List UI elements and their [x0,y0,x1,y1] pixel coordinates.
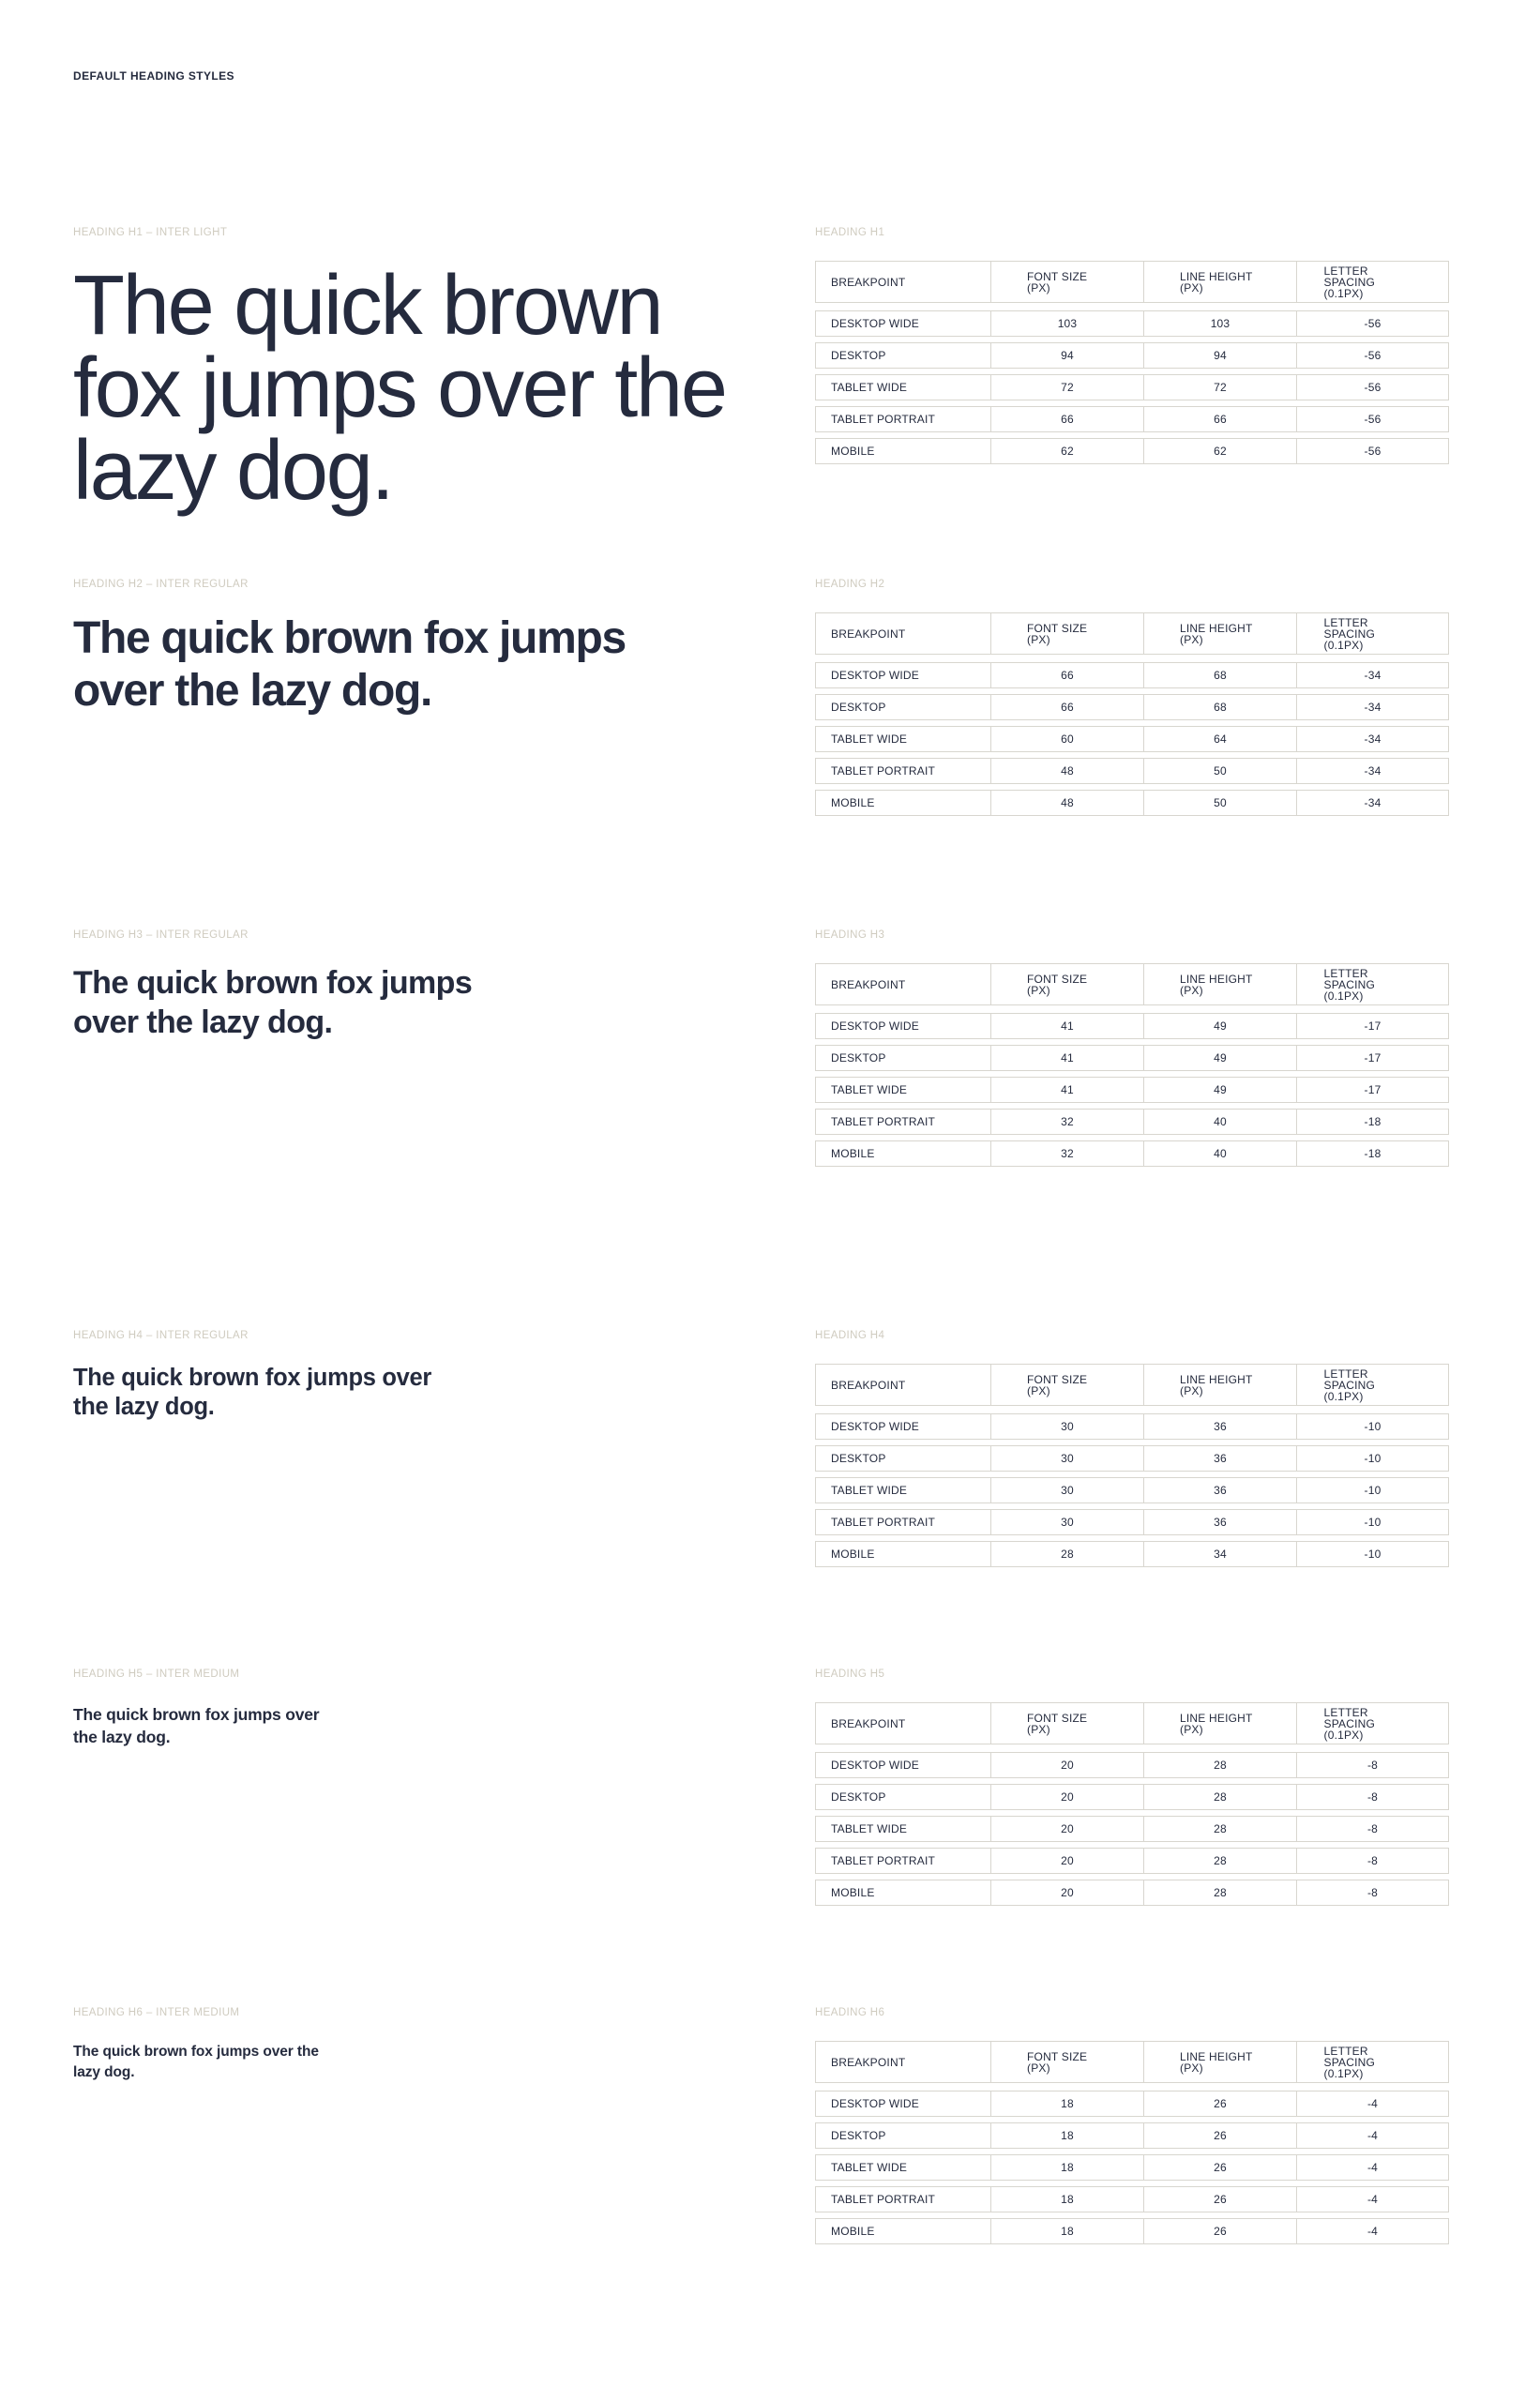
cell-line-height: 50 [1144,790,1297,816]
header-letter-spacing-text [1324,968,1422,1002]
cell-breakpoint: DESKTOP [815,342,991,369]
header-line-height [1144,2041,1297,2083]
header-line-height [1144,261,1297,303]
cell-line-height: 36 [1144,1413,1297,1440]
cell-breakpoint: MOBILE [815,1140,991,1167]
header-line-height-line2: (PX) [1180,1722,1203,1736]
cell-font-size: 94 [991,342,1144,369]
cell-breakpoint: TABLET WIDE [815,2154,991,2181]
table-row [815,2091,1449,2117]
cell-line-height: 50 [1144,758,1297,784]
header-letter-spacing-line2: (0.1PX) [1323,989,1364,1003]
header-font-size [991,261,1144,303]
cell-font-size: 18 [991,2218,1144,2244]
heading-sample-h6: The quick brown fox jumps over the lazy dog. [73,2044,319,2080]
header-letter-spacing-line2: (0.1PX) [1323,286,1364,300]
cell-breakpoint: MOBILE [815,790,991,816]
cell-breakpoint: TABLET PORTRAIT [815,758,991,784]
cell-font-size: 66 [991,662,1144,688]
header-breakpoint: BREAKPOINT [815,1364,991,1406]
cell-line-height: 28 [1144,1752,1297,1778]
cell-breakpoint: TABLET WIDE [815,1077,991,1103]
cell-breakpoint: DESKTOP WIDE [815,2091,991,2117]
table-row [815,1140,1449,1167]
cell-line-height: 28 [1144,1784,1297,1810]
table-label: HEADING H3 [815,929,885,941]
header-letter-spacing [1297,963,1449,1005]
cell-line-height: 28 [1144,1816,1297,1842]
header-line-height [1144,963,1297,1005]
heading-sample-h4: The quick brown fox jumps over the lazy dog. [73,1365,432,1420]
header-line-height-line1: LINE HEIGHT [1180,1372,1253,1386]
table-row [815,406,1449,432]
header-letter-spacing-text [1324,617,1422,651]
cell-line-height: 40 [1144,1140,1297,1167]
heading-sample-h1: The quick brown fox jumps over the lazy dog. [73,259,726,518]
table-header-row [815,261,1449,303]
cell-font-size: 20 [991,1784,1144,1810]
header-letter-spacing-text [1324,1368,1422,1402]
cell-line-height: 68 [1144,694,1297,720]
cell-line-height: 26 [1144,2122,1297,2149]
cell-breakpoint: DESKTOP [815,2122,991,2149]
cell-font-size: 32 [991,1109,1144,1135]
cell-breakpoint: MOBILE [815,438,991,464]
cell-line-height: 28 [1144,1848,1297,1874]
cell-line-height: 26 [1144,2186,1297,2212]
header-letter-spacing [1297,612,1449,655]
cell-letter-spacing: -34 [1297,758,1449,784]
cell-letter-spacing: -17 [1297,1013,1449,1039]
cell-letter-spacing: -4 [1297,2154,1449,2181]
cell-letter-spacing: -4 [1297,2218,1449,2244]
cell-breakpoint: TABLET WIDE [815,1477,991,1503]
cell-letter-spacing: -56 [1297,406,1449,432]
cell-font-size: 66 [991,406,1144,432]
cell-breakpoint: DESKTOP WIDE [815,1413,991,1440]
header-font-size-text [1027,2051,1108,2074]
header-font-size [991,1364,1144,1406]
cell-font-size: 32 [991,1140,1144,1167]
header-letter-spacing-line1: LETTER SPACING [1323,615,1376,641]
header-line-height-text [1180,271,1261,294]
heading-label: HEADING H3 – INTER REGULAR [73,929,249,941]
cell-breakpoint: TABLET PORTRAIT [815,1109,991,1135]
cell-letter-spacing: -56 [1297,342,1449,369]
header-letter-spacing-line2: (0.1PX) [1323,1389,1364,1403]
header-font-size-text [1027,1713,1108,1735]
header-font-size-line1: FONT SIZE [1027,2049,1088,2063]
cell-line-height: 72 [1144,374,1297,400]
cell-letter-spacing: -8 [1297,1784,1449,1810]
cell-letter-spacing: -10 [1297,1477,1449,1503]
cell-line-height: 49 [1144,1013,1297,1039]
cell-letter-spacing: -56 [1297,438,1449,464]
table-row [815,1477,1449,1503]
cell-line-height: 26 [1144,2218,1297,2244]
table-row [815,758,1449,784]
cell-letter-spacing: -17 [1297,1045,1449,1071]
cell-line-height: 66 [1144,406,1297,432]
header-breakpoint: BREAKPOINT [815,2041,991,2083]
cell-font-size: 41 [991,1045,1144,1071]
cell-line-height: 28 [1144,1880,1297,1906]
header-line-height [1144,1364,1297,1406]
table-row [815,1541,1449,1567]
cell-font-size: 72 [991,374,1144,400]
table-row [815,726,1449,752]
spec-table [815,963,1449,1172]
cell-letter-spacing: -56 [1297,374,1449,400]
header-line-height-line2: (PX) [1180,983,1203,997]
cell-font-size: 20 [991,1848,1144,1874]
header-letter-spacing-text [1324,2046,1422,2079]
cell-letter-spacing: -18 [1297,1140,1449,1167]
cell-breakpoint: TABLET WIDE [815,726,991,752]
table-row [815,1445,1449,1472]
header-letter-spacing-text [1324,265,1422,299]
cell-line-height: 49 [1144,1077,1297,1103]
cell-letter-spacing: -4 [1297,2091,1449,2117]
cell-line-height: 36 [1144,1477,1297,1503]
header-font-size-text [1027,271,1108,294]
cell-breakpoint: DESKTOP WIDE [815,1752,991,1778]
cell-font-size: 20 [991,1816,1144,1842]
cell-font-size: 18 [991,2091,1144,2117]
header-font-size-text [1027,623,1108,645]
cell-letter-spacing: -34 [1297,790,1449,816]
heading-label: HEADING H2 – INTER REGULAR [73,579,249,590]
table-header-row [815,1702,1449,1744]
table-row [815,1784,1449,1810]
spec-table [815,1364,1449,1573]
header-line-height-line1: LINE HEIGHT [1180,621,1253,635]
header-breakpoint: BREAKPOINT [815,261,991,303]
spec-table [815,612,1449,822]
cell-letter-spacing: -10 [1297,1445,1449,1472]
header-font-size-text [1027,1374,1108,1397]
header-breakpoint: BREAKPOINT [815,963,991,1005]
cell-letter-spacing: -17 [1297,1077,1449,1103]
cell-breakpoint: TABLET PORTRAIT [815,1509,991,1535]
header-line-height-line2: (PX) [1180,632,1203,646]
header-font-size-line2: (PX) [1027,983,1050,997]
table-row [815,694,1449,720]
cell-line-height: 26 [1144,2154,1297,2181]
cell-line-height: 36 [1144,1445,1297,1472]
header-letter-spacing-line1: LETTER SPACING [1323,264,1376,289]
cell-line-height: 103 [1144,310,1297,337]
header-font-size-line2: (PX) [1027,1722,1050,1736]
table-row [815,1509,1449,1535]
cell-line-height: 36 [1144,1509,1297,1535]
table-label: HEADING H1 [815,227,885,238]
cell-font-size: 18 [991,2154,1144,2181]
header-line-height-text [1180,974,1261,996]
header-letter-spacing [1297,1702,1449,1744]
table-row [815,374,1449,400]
header-breakpoint: BREAKPOINT [815,612,991,655]
cell-breakpoint: TABLET WIDE [815,374,991,400]
cell-line-height: 26 [1144,2091,1297,2117]
table-row [815,310,1449,337]
table-header-row [815,1364,1449,1406]
cell-font-size: 30 [991,1509,1144,1535]
header-font-size-line2: (PX) [1027,280,1050,294]
heading-sample-h5: The quick brown fox jumps over the lazy dog. [73,1705,320,1746]
cell-line-height: 49 [1144,1045,1297,1071]
cell-line-height: 68 [1144,662,1297,688]
heading-label: HEADING H6 – INTER MEDIUM [73,2007,240,2018]
table-row [815,1013,1449,1039]
cell-breakpoint: MOBILE [815,1541,991,1567]
cell-letter-spacing: -56 [1297,310,1449,337]
header-letter-spacing [1297,261,1449,303]
table-label: HEADING H2 [815,579,885,590]
table-header-row [815,612,1449,655]
cell-breakpoint: MOBILE [815,1880,991,1906]
cell-breakpoint: DESKTOP WIDE [815,310,991,337]
header-letter-spacing-line2: (0.1PX) [1323,638,1364,652]
header-breakpoint: BREAKPOINT [815,1702,991,1744]
heading-sample-h3: The quick brown fox jumps over the lazy dog. [73,965,473,1040]
cell-font-size: 41 [991,1077,1144,1103]
table-row [815,1045,1449,1071]
header-letter-spacing-line2: (0.1PX) [1323,2066,1364,2080]
cell-font-size: 48 [991,758,1144,784]
cell-font-size: 66 [991,694,1144,720]
header-letter-spacing-line1: LETTER SPACING [1323,1705,1376,1730]
header-font-size-line1: FONT SIZE [1027,972,1088,986]
header-line-height-text [1180,2051,1261,2074]
spec-table [815,2041,1449,2250]
header-font-size-line1: FONT SIZE [1027,621,1088,635]
header-line-height-line1: LINE HEIGHT [1180,269,1253,283]
cell-font-size: 30 [991,1477,1144,1503]
cell-letter-spacing: -10 [1297,1413,1449,1440]
header-letter-spacing [1297,1364,1449,1406]
header-letter-spacing [1297,2041,1449,2083]
cell-letter-spacing: -10 [1297,1541,1449,1567]
cell-line-height: 94 [1144,342,1297,369]
cell-font-size: 48 [991,790,1144,816]
heading-sample-h2: The quick brown fox jumps over the lazy dog. [73,613,626,716]
header-letter-spacing-text [1324,1707,1422,1741]
table-row [815,2218,1449,2244]
spec-table [815,1702,1449,1911]
cell-breakpoint: DESKTOP [815,694,991,720]
header-line-height-line1: LINE HEIGHT [1180,2049,1253,2063]
cell-line-height: 40 [1144,1109,1297,1135]
cell-letter-spacing: -8 [1297,1848,1449,1874]
table-row [815,1413,1449,1440]
cell-letter-spacing: -34 [1297,726,1449,752]
header-line-height-text [1180,1713,1261,1735]
cell-letter-spacing: -8 [1297,1880,1449,1906]
cell-letter-spacing: -4 [1297,2186,1449,2212]
table-row [815,662,1449,688]
header-line-height-line1: LINE HEIGHT [1180,1711,1253,1725]
cell-breakpoint: TABLET PORTRAIT [815,2186,991,2212]
header-font-size-line1: FONT SIZE [1027,1711,1088,1725]
table-row [815,1880,1449,1906]
header-line-height-text [1180,1374,1261,1397]
cell-letter-spacing: -8 [1297,1816,1449,1842]
header-letter-spacing-line1: LETTER SPACING [1323,2044,1376,2069]
table-label: HEADING H4 [815,1330,885,1341]
cell-breakpoint: DESKTOP [815,1445,991,1472]
cell-font-size: 103 [991,310,1144,337]
header-font-size [991,612,1144,655]
cell-breakpoint: TABLET PORTRAIT [815,1848,991,1874]
header-line-height [1144,1702,1297,1744]
cell-line-height: 34 [1144,1541,1297,1567]
header-font-size-line1: FONT SIZE [1027,269,1088,283]
heading-label: HEADING H1 – INTER LIGHT [73,227,228,238]
cell-letter-spacing: -4 [1297,2122,1449,2149]
cell-breakpoint: DESKTOP [815,1045,991,1071]
spec-table [815,261,1449,470]
table-row [815,2122,1449,2149]
table-row [815,438,1449,464]
cell-font-size: 30 [991,1445,1144,1472]
heading-label: HEADING H5 – INTER MEDIUM [73,1669,240,1680]
page-title: DEFAULT HEADING STYLES [73,69,234,83]
header-line-height-line2: (PX) [1180,1383,1203,1397]
heading-label: HEADING H4 – INTER REGULAR [73,1330,249,1341]
header-font-size-text [1027,974,1108,996]
table-row [815,342,1449,369]
cell-breakpoint: TABLET WIDE [815,1816,991,1842]
cell-line-height: 62 [1144,438,1297,464]
cell-breakpoint: TABLET PORTRAIT [815,406,991,432]
table-label: HEADING H5 [815,1669,885,1680]
header-letter-spacing-line1: LETTER SPACING [1323,966,1376,991]
cell-font-size: 18 [991,2186,1144,2212]
table-row [815,1752,1449,1778]
table-row [815,1109,1449,1135]
cell-font-size: 60 [991,726,1144,752]
cell-font-size: 62 [991,438,1144,464]
table-row [815,1816,1449,1842]
header-line-height [1144,612,1297,655]
cell-font-size: 28 [991,1541,1144,1567]
header-line-height-line2: (PX) [1180,280,1203,294]
table-row [815,1848,1449,1874]
table-row [815,1077,1449,1103]
table-header-row [815,963,1449,1005]
table-label: HEADING H6 [815,2007,885,2018]
header-font-size-line1: FONT SIZE [1027,1372,1088,1386]
cell-letter-spacing: -18 [1297,1109,1449,1135]
header-font-size [991,1702,1144,1744]
cell-font-size: 20 [991,1752,1144,1778]
cell-breakpoint: DESKTOP WIDE [815,1013,991,1039]
header-letter-spacing-line1: LETTER SPACING [1323,1367,1376,1392]
table-row [815,790,1449,816]
cell-letter-spacing: -10 [1297,1509,1449,1535]
table-row [815,2186,1449,2212]
header-line-height-line1: LINE HEIGHT [1180,972,1253,986]
table-row [815,2154,1449,2181]
cell-font-size: 20 [991,1880,1144,1906]
cell-letter-spacing: -34 [1297,694,1449,720]
header-font-size [991,2041,1144,2083]
cell-font-size: 18 [991,2122,1144,2149]
table-header-row [815,2041,1449,2083]
cell-letter-spacing: -8 [1297,1752,1449,1778]
cell-letter-spacing: -34 [1297,662,1449,688]
cell-breakpoint: DESKTOP [815,1784,991,1810]
cell-line-height: 64 [1144,726,1297,752]
header-font-size-line2: (PX) [1027,2061,1050,2075]
cell-font-size: 30 [991,1413,1144,1440]
cell-breakpoint: DESKTOP WIDE [815,662,991,688]
header-font-size-line2: (PX) [1027,1383,1050,1397]
cell-font-size: 41 [991,1013,1144,1039]
header-line-height-text [1180,623,1261,645]
header-font-size-line2: (PX) [1027,632,1050,646]
header-font-size [991,963,1144,1005]
cell-breakpoint: MOBILE [815,2218,991,2244]
header-letter-spacing-line2: (0.1PX) [1323,1728,1364,1742]
header-line-height-line2: (PX) [1180,2061,1203,2075]
